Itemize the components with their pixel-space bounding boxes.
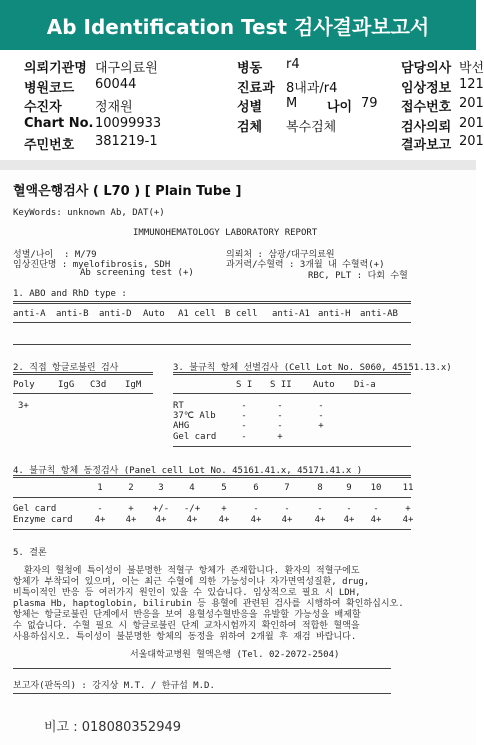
abo-col-header: anti-AB	[360, 309, 398, 319]
double-rule	[173, 372, 411, 375]
sex-label: 성별	[237, 100, 263, 115]
screen-cell: -	[277, 421, 283, 431]
result-report-label: 결과보고	[401, 138, 452, 153]
screen-cell: -	[318, 411, 324, 421]
department-label: 진료과	[237, 81, 275, 96]
header-row	[0, 96, 484, 118]
table-rule	[13, 393, 153, 394]
hospital-label: 의뢰기관명	[24, 61, 87, 76]
panel-col-header: 5	[221, 483, 227, 493]
receipt-no-label: 접수번호	[401, 100, 452, 115]
conclusion-line: plasma Hb, haptoglobin, bilirubin 등 용혈에 관련된 검사를 시행하여 확인하십시오.	[13, 599, 404, 609]
panel-col-header: 8	[317, 483, 323, 493]
abo-col-header: anti-A	[13, 309, 46, 319]
test-request-label: 검사의뢰	[401, 120, 452, 135]
panel-col-header: 11	[402, 483, 414, 493]
double-rule	[13, 372, 153, 375]
screen-cell: -	[241, 432, 247, 442]
double-rule	[13, 475, 411, 478]
receipt-no-value: 201	[459, 96, 484, 111]
panel-col-header: 4	[189, 483, 195, 493]
reporter-line: 보고자(판독의) : 강지상 M.T. / 한규섭 M.D.	[13, 681, 215, 691]
ward-label: 병동	[237, 61, 263, 76]
header-row	[0, 57, 484, 79]
section-1-title: 1. ABO and RhD type :	[13, 289, 127, 299]
panel-cell: 4+	[186, 515, 198, 525]
table-rule	[173, 446, 411, 447]
screen-cell: -	[241, 401, 247, 411]
panel-cell: 4+	[250, 515, 262, 525]
patient-label: 수진자	[24, 100, 62, 115]
abo-col-header: Auto	[143, 309, 165, 319]
specimen-label: 검체	[237, 120, 263, 135]
screen-col-header: S II	[270, 380, 292, 390]
screen-row-label: AHG	[173, 421, 190, 431]
panel-cell: 4+	[125, 515, 137, 525]
report-center-title: IMMUNOHEMATOLOGY LABORATORY REPORT	[133, 228, 318, 238]
conclusion-line: 수 없습니다. 수혈 필요 시 항글로불린 단계 교차시험까지 확인하여 적합한 혈액을	[13, 621, 360, 631]
screen-cell: -	[241, 421, 247, 431]
panel-cell: 4+	[155, 515, 167, 525]
panel-col-header: 3	[158, 483, 164, 493]
conclusion-line: 환자의 혈청에 특이성이 불분명한 적혈구 항체가 존재합니다. 환자의 적혈구에도	[13, 566, 360, 576]
abo-col-header: A1 cell	[178, 309, 216, 319]
table-rule	[13, 344, 411, 345]
panel-cell: +/-	[152, 504, 170, 514]
chart-no-label: Chart No.	[24, 116, 94, 131]
dat-col-header: IgG	[58, 380, 75, 390]
screen-cell: +	[318, 421, 324, 431]
panel-col-header: 1	[97, 483, 103, 493]
screen-cell: -	[241, 411, 247, 421]
panel-cell: -/+	[183, 504, 201, 514]
panel-cell: 4+	[218, 515, 230, 525]
section-2-title: 2. 직접 항글로불린 검사	[13, 363, 119, 373]
dat-col-header: Poly	[13, 380, 35, 390]
conclusion-line: 사용하십시오. 특이성이 불분명한 항체의 동정을 위하여 2개월 후 재검 바랍니다.	[13, 632, 357, 642]
screen-cell: -	[277, 401, 283, 411]
diagnosis-line: 임상진단명 : myelofibrosis, SDH	[13, 260, 171, 270]
double-rule	[13, 301, 411, 304]
history-line: 과거력/수혈력 : 3개월 내 수혈력(+)	[226, 260, 385, 270]
panel-cell: -	[97, 504, 103, 514]
panel-cell: 4+	[370, 515, 382, 525]
dat-col-header: C3d	[90, 380, 107, 390]
panel-cell: -	[284, 504, 290, 514]
specimen-value: 복수검체	[286, 120, 337, 135]
report-title-bar	[0, 0, 476, 50]
abo-col-header: anti-A1	[272, 309, 310, 319]
screen-col-header: Auto	[313, 380, 335, 390]
panel-row-label: Gel card	[13, 504, 57, 514]
panel-cell: 4+	[314, 515, 326, 525]
footer-note: 비고 : 018080352949	[44, 720, 182, 735]
panel-row-label: Enzyme card	[13, 515, 73, 525]
history-line-2: RBC, PLT : 다회 수혈	[308, 271, 408, 281]
screen-row-label: Gel card	[173, 432, 217, 442]
panel-cell: 4+	[94, 515, 106, 525]
section-4-title: 4. 불규칙 항체 동정검사 (Panel cell Lot No. 45161.41.x, 45171.41.x )	[13, 466, 363, 476]
hospital-value: 대구의료원	[95, 61, 158, 76]
report-heading: 혈액은행검사 ( L70 ) [ Plain Tube ]	[13, 184, 242, 199]
panel-col-header: 9	[346, 483, 352, 493]
section-3-title: 3. 불규칙 항체 선별검사 (Cell Lot No. S060, 45151.13.x)	[173, 363, 452, 373]
sex-age-line: 성별/나이 : M/79	[13, 250, 97, 260]
doctor-value: 박선	[459, 61, 484, 76]
conclusion-line: 항체가 부착되어 있으며, 이는 최근 수혈에 의한 가능성이나 자가면역성질환, drug,	[13, 577, 370, 587]
panel-cell: 4+	[281, 515, 293, 525]
panel-cell: 4+	[402, 515, 414, 525]
section-5-title: 5. 결론	[13, 548, 47, 558]
panel-cell: -	[317, 504, 323, 514]
sex-value: M	[286, 96, 298, 111]
screen-col-header: S I	[236, 380, 253, 390]
panel-cell: -	[373, 504, 379, 514]
hospital-code-value: 60044	[95, 77, 137, 92]
panel-cell: -	[253, 504, 259, 514]
clinical-info-value: 121	[459, 77, 484, 92]
resident-no-value: 381219-1	[95, 134, 158, 149]
patient-value: 정재원	[95, 100, 133, 115]
dat-poly-value: 3+	[18, 401, 29, 411]
panel-col-header: 2	[128, 483, 134, 493]
requester-line: 의뢰처 : 삼광/대구의료원	[226, 250, 335, 260]
table-rule	[13, 668, 391, 669]
resident-no-label: 주민번호	[24, 138, 75, 153]
header-row	[0, 134, 484, 156]
ward-value: r4	[286, 57, 300, 72]
screen-row-label: RT	[173, 401, 184, 411]
result-report-value: 201	[459, 134, 484, 149]
age-value: 79	[361, 96, 378, 111]
screen-row-label: 37℃ Alb	[173, 411, 216, 421]
panel-cell: -	[346, 504, 352, 514]
age-label: 나이	[327, 100, 353, 115]
table-rule	[13, 322, 411, 323]
abo-col-header: anti-B	[56, 309, 89, 319]
panel-cell: +	[128, 504, 134, 514]
panel-cell: 4+	[343, 515, 355, 525]
abo-col-header: anti-H	[318, 309, 351, 319]
diagnosis-line-2: Ab screening test (+)	[80, 268, 194, 278]
test-request-value: 201	[459, 116, 484, 131]
conclusion-line: 비특이적인 반응 등 여러가지 원인이 있을 수 있습니다. 임상적으로 필요 시 LDH,	[13, 588, 361, 598]
chart-no-value: 10099933	[95, 116, 162, 131]
keywords: KeyWords: unknown Ab, DAT(+)	[13, 208, 165, 218]
page-title: Ab Identification Test 검사결과보고서	[46, 14, 430, 39]
table-rule	[13, 529, 411, 530]
dat-col-header: IgM	[125, 380, 142, 390]
panel-col-header: 7	[284, 483, 290, 493]
clinical-info-label: 임상정보	[401, 81, 452, 96]
hospital-code-label: 병원코드	[24, 81, 75, 96]
doctor-label: 담당의사	[401, 61, 452, 76]
table-rule	[13, 497, 411, 498]
screen-cell: -	[277, 411, 283, 421]
screen-col-header: Di-a	[354, 380, 376, 390]
abo-col-header: anti-D	[99, 309, 132, 319]
section-divider	[0, 160, 476, 170]
screen-cell: -	[318, 401, 324, 411]
panel-col-header: 6	[253, 483, 259, 493]
table-rule	[173, 393, 411, 394]
table-rule	[13, 693, 391, 694]
screen-cell: +	[277, 432, 283, 442]
department-value: 8내과/r4	[286, 81, 338, 96]
panel-col-header: 10	[370, 483, 382, 493]
panel-cell: +	[405, 504, 411, 514]
conclusion-line: 항체는 항글로불린 단계에서 반응을 보여 용혈성수혈반응을 유발할 가능성을 배제할	[13, 610, 361, 620]
institution-line: 서울대학교병원 혈액은행 (Tel. 02-2072-2504)	[130, 650, 340, 660]
abo-col-header: B cell	[225, 309, 258, 319]
panel-cell: +	[221, 504, 227, 514]
